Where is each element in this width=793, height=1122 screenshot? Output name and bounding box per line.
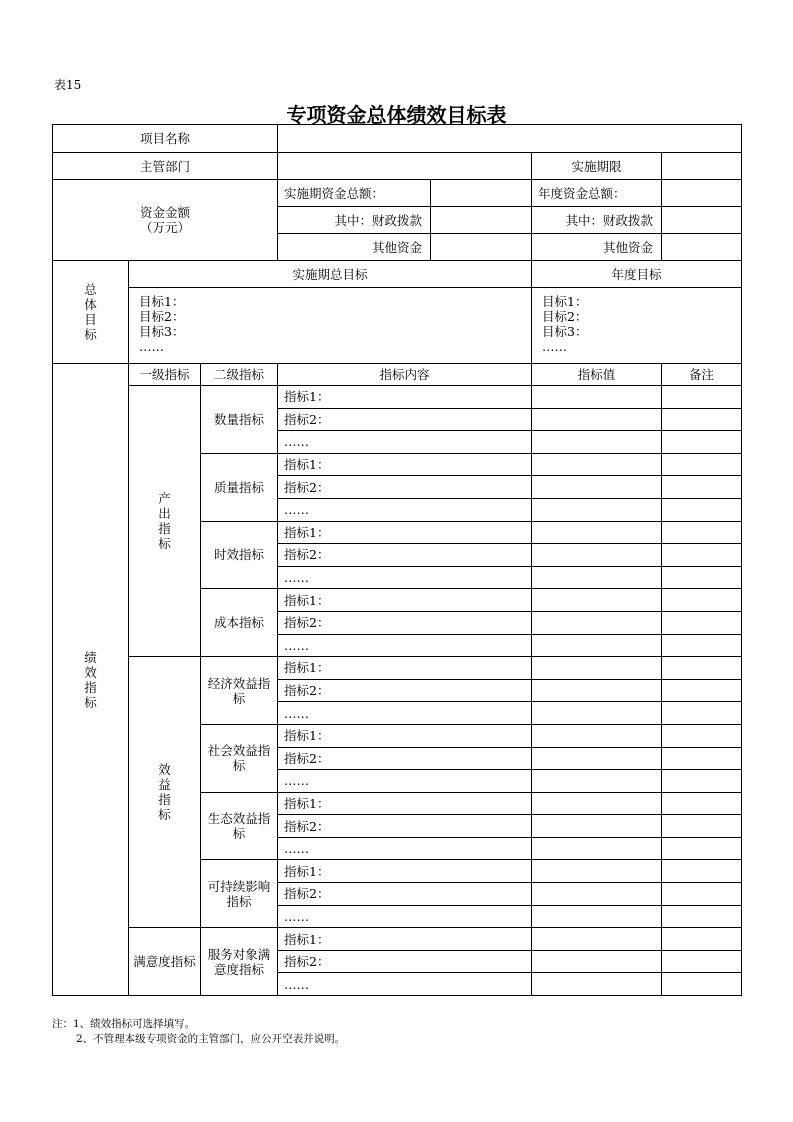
indicator-value-cell[interactable] [532,860,662,883]
period-total-label: 实施期资金总额： [278,180,431,207]
indicator-remark-cell[interactable] [662,566,742,589]
indicator-value-cell[interactable] [532,724,662,747]
indicator-content-cell[interactable]: …… [278,837,532,860]
annual-total-field[interactable] [662,180,742,207]
indicator-content-cell[interactable]: …… [278,973,532,996]
notes [52,1017,345,1047]
indicator-value-cell[interactable] [532,386,662,409]
level2-indicator: 质量指标 [201,453,278,521]
indicator-value-cell[interactable] [532,566,662,589]
period-goal-2: 目标2： [139,309,185,324]
col-value: 指标值 [532,364,662,386]
indicator-remark-cell[interactable] [662,837,742,860]
period-goal-1: 目标1： [139,294,185,309]
indicator-content-cell[interactable]: 指标1： [278,724,532,747]
level2-indicator: 可持续影响指标 [201,860,278,928]
indicator-content-cell[interactable]: 指标2： [278,679,532,702]
project-name-field[interactable] [278,125,742,153]
indicator-value-cell[interactable] [532,408,662,431]
funds-label [53,180,278,261]
indicator-remark-cell[interactable] [662,408,742,431]
annual-fiscal-field[interactable] [662,207,742,234]
level2-indicator: 成本指标 [201,589,278,657]
period-fiscal-label: 其中：财政拨款 [278,207,431,234]
note-2: 2、不管理本级专项资金的主管部门，应公开空表并说明。 [76,1033,346,1045]
indicator-remark-cell[interactable] [662,544,742,567]
indicator-remark-cell[interactable] [662,498,742,521]
indicator-value-cell[interactable] [532,702,662,725]
period-goal-header: 实施期总目标 [129,261,532,288]
indicator-content-cell[interactable]: 指标2： [278,883,532,906]
level1-indicator-name: 产 出 指 标 [158,491,171,552]
indicator-value-cell[interactable] [532,521,662,544]
dept-field[interactable] [278,153,532,180]
indicator-remark-cell[interactable] [662,634,742,657]
level2-indicator: 时效指标 [201,521,278,589]
annual-other-label: 其他资金 [532,234,662,261]
annual-goal-header: 年度目标 [532,261,742,288]
indicator-value-cell[interactable] [532,589,662,612]
col-remark: 备注 [662,364,742,386]
col-level2: 二级指标 [201,364,278,386]
indicator-value-cell[interactable] [532,792,662,815]
indicator-remark-cell[interactable] [662,905,742,928]
annual-fiscal-label: 其中：财政拨款 [532,207,662,234]
annual-goal-1: 目标1： [542,294,588,309]
indicator-content-cell[interactable]: …… [278,905,532,928]
level2-indicator: 社会效益指标 [201,724,278,792]
period-other-label: 其他资金 [278,234,431,261]
indicator-value-cell[interactable] [532,657,662,680]
indicator-remark-cell[interactable] [662,973,742,996]
indicator-remark-cell[interactable] [662,815,742,838]
indicator-content-cell[interactable]: 指标2： [278,408,532,431]
indicator-content-cell[interactable]: …… [278,431,532,454]
indicator-remark-cell[interactable] [662,950,742,973]
indicator-content-cell[interactable]: 指标2： [278,544,532,567]
level2-indicator: 服务对象满意度指标 [201,928,278,996]
performance-label-text: 绩 效 指 标 [84,649,97,710]
indicator-remark-cell[interactable] [662,386,742,409]
level2-indicator: 生态效益指标 [201,792,278,860]
annual-goal-more: …… [542,339,568,354]
document-title: 专项资金总体绩效目标表 [286,103,507,127]
indicator-content-cell[interactable]: 指标1： [278,860,532,883]
indicator-remark-cell[interactable] [662,702,742,725]
period-goal-3: 目标3： [139,324,185,339]
indicator-remark-cell[interactable] [662,476,742,499]
indicator-content-cell[interactable]: 指标1： [278,657,532,680]
indicator-remark-cell[interactable] [662,611,742,634]
indicator-value-cell[interactable] [532,770,662,793]
period-fiscal-field[interactable] [431,207,532,234]
indicator-value-cell[interactable] [532,634,662,657]
indicator-content-cell[interactable]: 指标1： [278,453,532,476]
col-level1: 一级指标 [129,364,201,386]
indicator-remark-cell[interactable] [662,431,742,454]
indicator-value-cell[interactable] [532,928,662,951]
annual-total-label: 年度资金总额： [532,180,662,207]
note-1: 注：1、绩效指标可选择填写。 [52,1018,196,1030]
funds-label-line2: （万元） [140,220,191,235]
indicator-content-cell[interactable]: 指标1： [278,928,532,951]
indicator-remark-cell[interactable] [662,860,742,883]
indicator-remark-cell[interactable] [662,589,742,612]
indicator-content-cell[interactable]: 指标2： [278,611,532,634]
indicator-remark-cell[interactable] [662,521,742,544]
table-code: 表15 [54,78,82,92]
indicator-value-cell[interactable] [532,611,662,634]
indicator-content-cell[interactable]: …… [278,770,532,793]
indicator-remark-cell[interactable] [662,770,742,793]
indicator-remark-cell[interactable] [662,883,742,906]
indicator-value-cell[interactable] [532,476,662,499]
level1-indicator-2 [129,928,201,996]
level1-indicator-0 [129,386,201,657]
indicator-content-cell[interactable]: 指标2： [278,476,532,499]
level1-indicator-name: 效 益 指 标 [158,762,171,823]
indicator-content-cell[interactable]: …… [278,702,532,725]
indicator-remark-cell[interactable] [662,679,742,702]
indicator-value-cell[interactable] [532,431,662,454]
indicator-content-cell[interactable]: …… [278,566,532,589]
period-other-field[interactable] [431,234,532,261]
overall-goal-label-text: 总 体 目 标 [84,282,97,342]
indicator-content-cell[interactable]: 指标1： [278,386,532,409]
level1-indicator-name: 满意度指标 [133,954,196,970]
level2-indicator: 数量指标 [201,386,278,454]
performance-label [53,364,129,996]
period-label: 实施期限 [532,153,662,180]
indicator-remark-cell[interactable] [662,928,742,951]
indicator-value-cell[interactable] [532,973,662,996]
indicator-value-cell[interactable] [532,837,662,860]
period-goal-more: …… [139,339,164,354]
indicator-content-cell[interactable]: …… [278,634,532,657]
annual-goal-3: 目标3： [542,324,588,339]
performance-target-table [52,124,742,996]
level1-indicator-1 [129,657,201,928]
indicator-value-cell[interactable] [532,498,662,521]
indicator-content-cell[interactable]: 指标2： [278,747,532,770]
funds-label-line1: 资金金额 [140,205,191,220]
indicator-value-cell[interactable] [532,905,662,928]
indicator-value-cell[interactable] [532,815,662,838]
indicator-content-cell[interactable]: …… [278,498,532,521]
indicator-content-cell[interactable]: 指标1： [278,521,532,544]
indicator-remark-cell[interactable] [662,747,742,770]
indicator-value-cell[interactable] [532,950,662,973]
indicator-value-cell[interactable] [532,883,662,906]
level2-indicator: 经济效益指标 [201,657,278,725]
indicator-content-cell[interactable]: 指标1： [278,792,532,815]
indicator-remark-cell[interactable] [662,724,742,747]
indicator-value-cell[interactable] [532,544,662,567]
indicator-remark-cell[interactable] [662,453,742,476]
dept-label: 主管部门 [53,153,278,180]
indicator-value-cell[interactable] [532,747,662,770]
period-total-field[interactable] [431,180,532,207]
period-field[interactable] [662,153,742,180]
indicator-value-cell[interactable] [532,679,662,702]
overall-goal-label [53,261,129,364]
annual-goal-2: 目标2： [542,309,588,324]
indicator-remark-cell[interactable] [662,792,742,815]
indicator-content-cell[interactable]: 指标2： [278,950,532,973]
annual-other-field[interactable] [662,234,742,261]
col-content: 指标内容 [278,364,532,386]
indicator-content-cell[interactable]: 指标2： [278,815,532,838]
indicator-content-cell[interactable]: 指标1： [278,589,532,612]
annual-goals-cell[interactable] [532,288,742,364]
period-goals-cell[interactable] [129,288,532,364]
project-name-label: 项目名称 [53,125,278,153]
indicator-value-cell[interactable] [532,453,662,476]
indicator-remark-cell[interactable] [662,657,742,680]
